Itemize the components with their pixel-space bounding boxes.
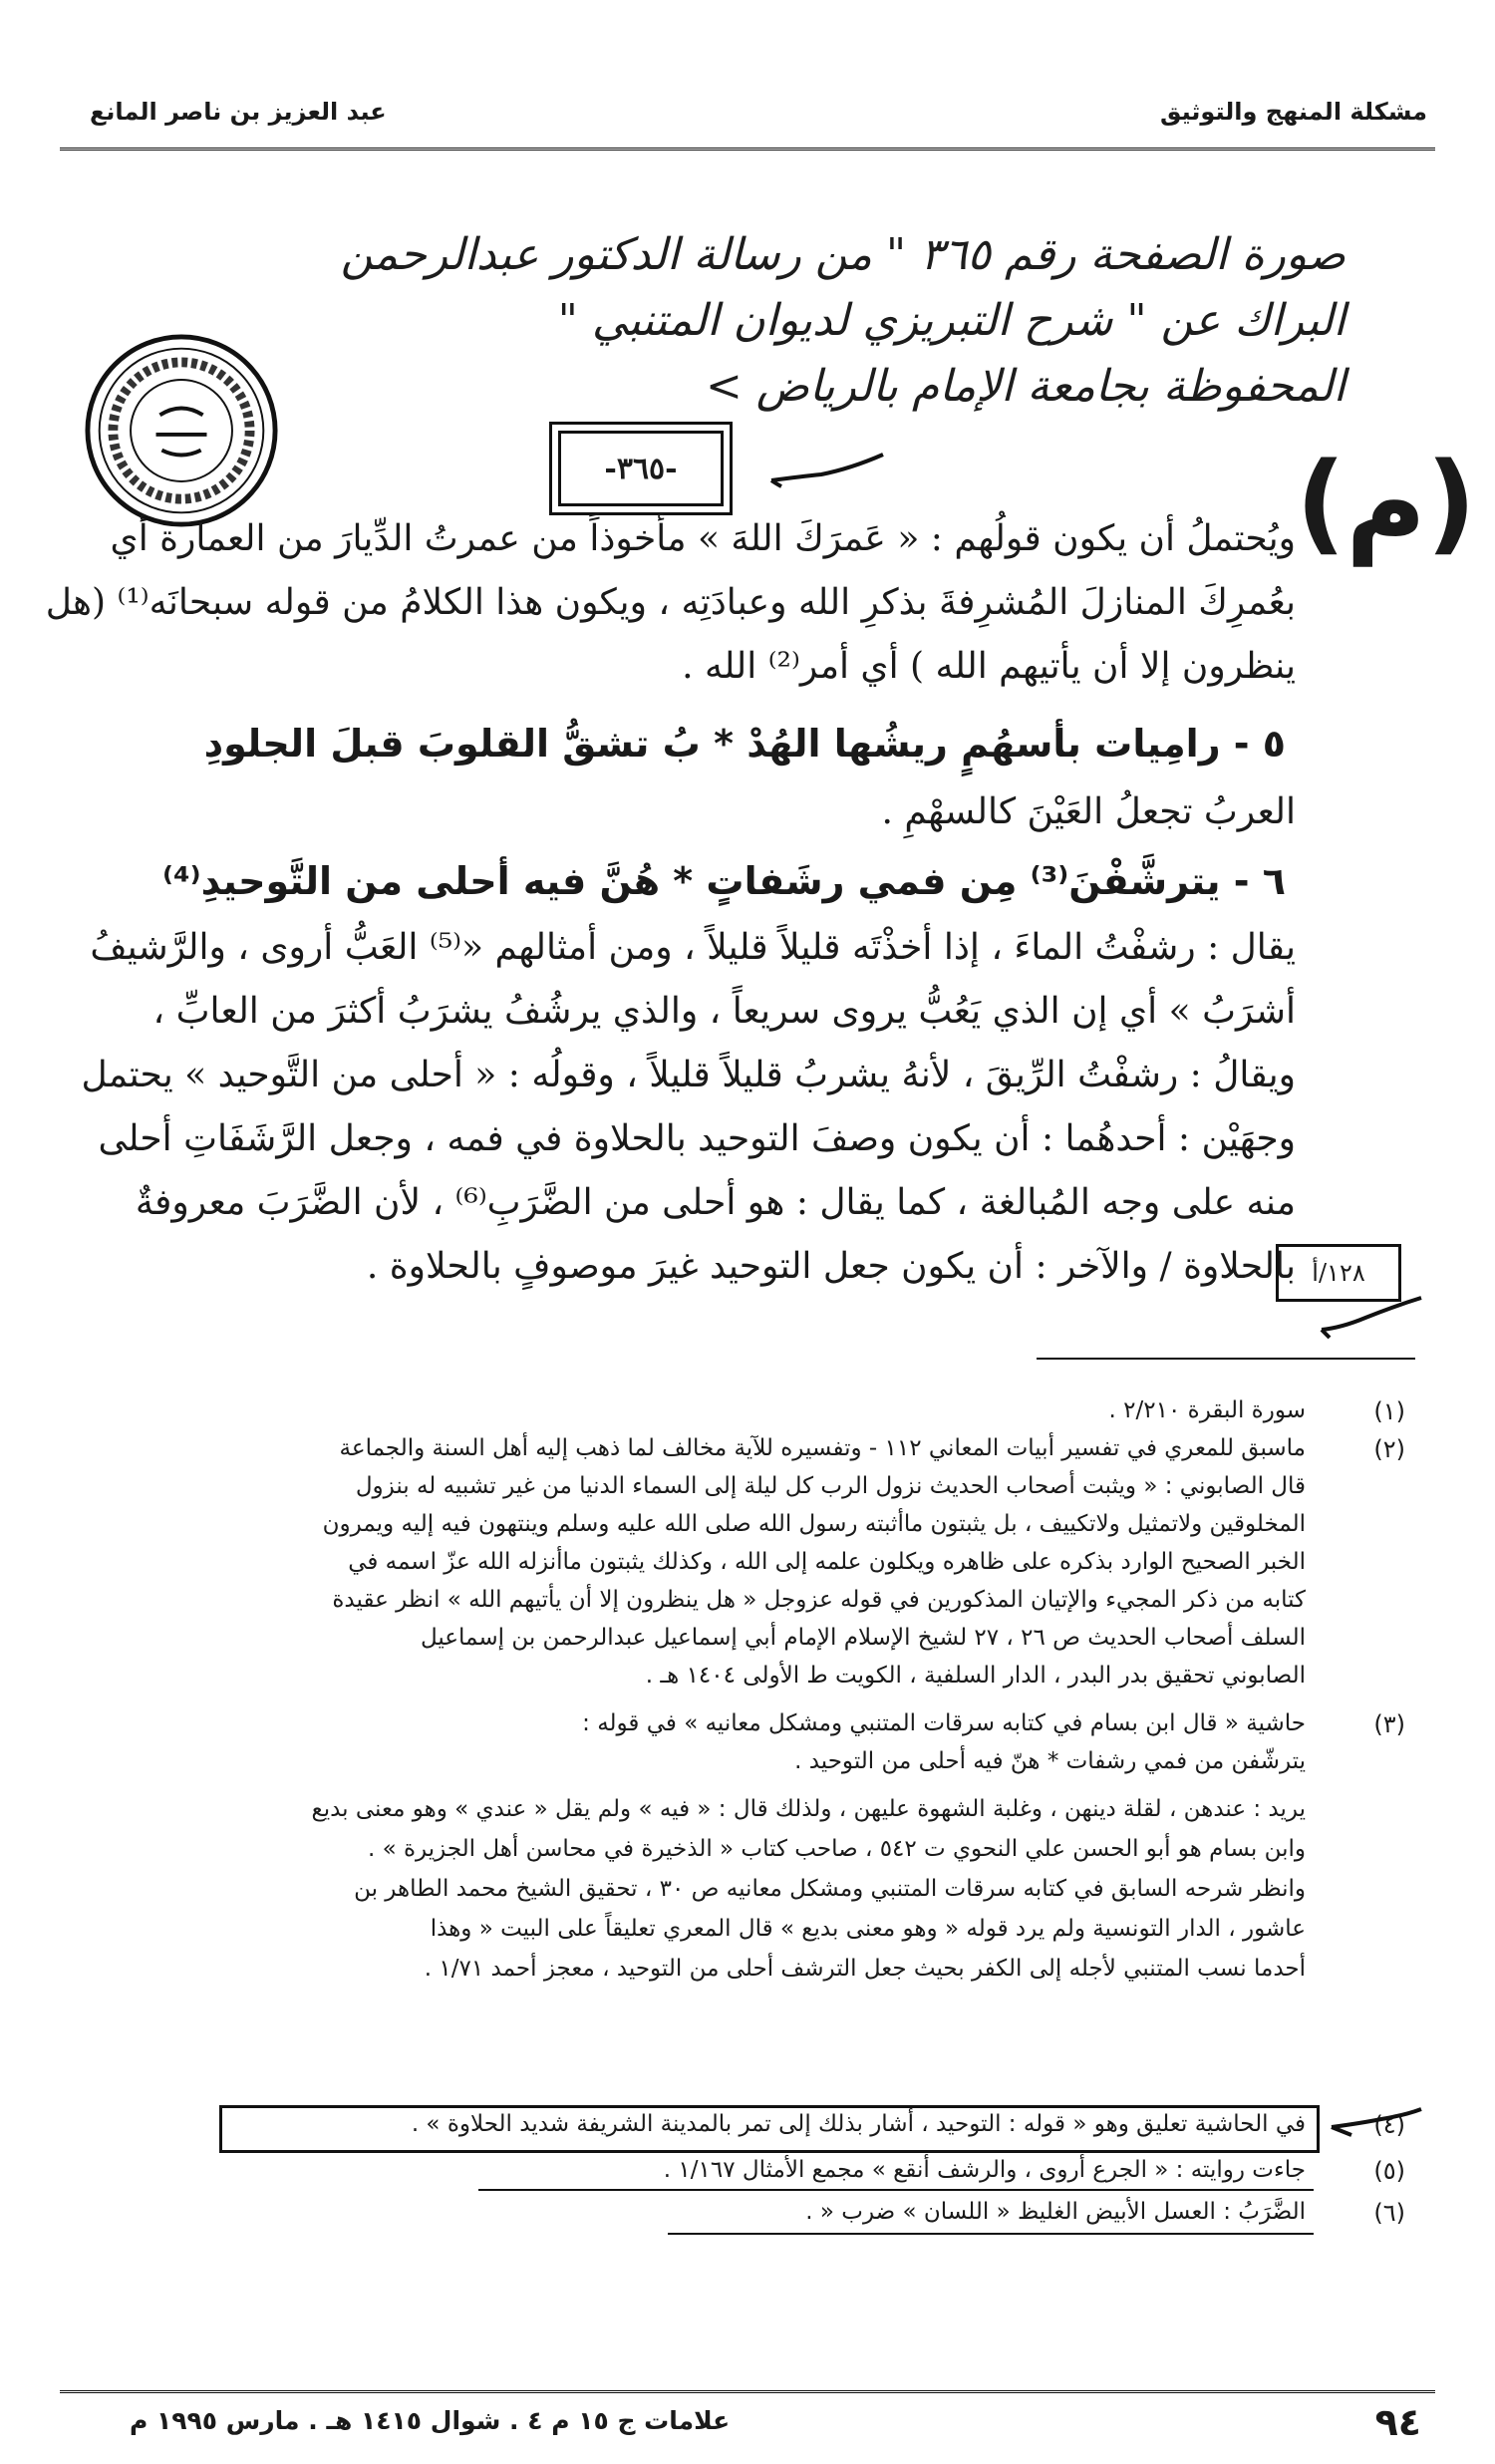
body-line: بعُمرِكَ المنازلَ المُشرِفةَ بذكرِ الله وعبادَتِه ، ويكون هذا الكلامُ من قوله سبحانَه⁽¹⁾ (هل xyxy=(45,582,1296,623)
footnote-line: الخبر الصحيح الوارد بذكره على ظاهره ويكلون علمه إلى الله ، وكذلك يثبتون ماأنزله الله عزّ اسمه في xyxy=(348,1549,1306,1575)
handwritten-letter: (م) xyxy=(1296,439,1477,566)
body-line: العربُ تجعلُ العَيْنَ كالسهْمِ . xyxy=(881,791,1296,832)
body-line: أشرَبُ » أي إن الذي يَعُبُّ يروى سريعاً ، والذي يرشُفُ يشرَبُ أكثرَ من العابِّ ، xyxy=(152,991,1296,1032)
footnote-line: كتابه من ذكر المجيء والإتيان المذكورين في قوله عزوجل « هل ينظرون إلا أن يأتيهم الله » انظر عقيدة xyxy=(332,1587,1306,1613)
header-author: عبد العزيز بن ناصر المانع xyxy=(90,98,387,126)
footnote-line: الضَّرَبُ : العسل الأبيض الغليظ « اللسان » ضرب « . xyxy=(805,2199,1306,2225)
body-line: يقال : رشفْتُ الماءَ ، إذا أخذْتَه قليلاً قليلاً ، ومن أمثالهم «⁽⁵⁾ العَبُّ أروى ، والرَّشيفُ xyxy=(90,927,1296,968)
body-line: ويقالُ : رشفْتُ الرِّيقَ ، لأنهُ يشربُ قليلاً قليلاً ، وقولُه : « أحلى من التَّوحيد » يحتمل xyxy=(81,1055,1296,1095)
footnote-number: (٤) xyxy=(1373,2111,1405,2139)
footnote-number: (٢) xyxy=(1373,1435,1405,1463)
library-seal-stamp xyxy=(84,333,279,528)
footnote-number: (١) xyxy=(1373,1397,1405,1425)
footnote-line: سورة البقرة ٢/٢١٠ . xyxy=(1108,1397,1306,1423)
footnote-line: في الحاشية تعليق وهو « قوله : التوحيد ، أشار بذلك إلى تمر بالمدينة الشريفة شديد الحلاوة » . xyxy=(411,2111,1306,2137)
footnote-number: (٥) xyxy=(1373,2157,1405,2185)
header-rule xyxy=(60,148,1435,151)
footnote-line: ماسبق للمعري في تفسير أبيات المعاني ١١٢ - وتفسيره للآية مخالف لما ذهب إليه أهل السنة والجماعة xyxy=(339,1435,1306,1461)
handwritten-note-line-2: البراك عن " شرح التبريزي لديوان المتنبي " xyxy=(557,295,1346,346)
underline xyxy=(478,2189,1314,2191)
footnote-line: المخلوقين ولاتمثيل ولاتكييف ، بل يثبتون ماأثبته رسول الله صلى الله عليه وسلم وينتهون فيه إليه ويمرون xyxy=(322,1511,1306,1537)
page-number: ٩٤ xyxy=(1374,2400,1421,2444)
body-line: منه على وجه المُبالغة ، كما يقال : هو أحلى من الضَّرَبِ⁽⁶⁾ ، لأن الضَّرَبَ معروفةٌ xyxy=(135,1182,1296,1223)
footnote-line: يترشّفن من فمي رشفات * هنّ فيه أحلى من التوحيد . xyxy=(794,1748,1306,1774)
footnote-line: السلف أصحاب الحديث ص ٢٦ ، ٢٧ لشيخ الإسلام الإمام أبي إسماعيل عبدالرحمن بن إسماعيل xyxy=(420,1625,1306,1651)
footnote-line: الصابوني تحقيق بدر البدر ، الدار السلفية ، الكويت ط الأولى ١٤٠٤ هـ . xyxy=(645,1663,1306,1689)
footnote-line: جاءت روايته : « الجرع أروى ، والرشف أنقع » مجمع الأمثال ١/١٦٧ . xyxy=(663,2157,1306,2183)
footnote-line: قال الصابوني : « ويثبت أصحاب الحديث نزول الرب كل ليلة إلى السماء الدنيا من غير تشبيه له بنزول xyxy=(355,1473,1306,1499)
underline xyxy=(668,2233,1314,2235)
footnote-number: (٦) xyxy=(1373,2199,1405,2227)
footnote-line: وابن بسام هو أبو الحسن علي النحوي ت ٥٤٢ ، صاحب كتاب « الذخيرة في محاسن أهل الجزيرة » . xyxy=(367,1836,1306,1862)
header-title: مشكلة المنهج والتوثيق xyxy=(1159,98,1427,126)
body-line: ينظرون إلا أن يأتيهم الله ) أي أمر⁽²⁾ الله . xyxy=(682,646,1296,687)
body-line: بالحلاوة / والآخر : أن يكون جعل التوحيد غيرَ موصوفٍ بالحلاوة . xyxy=(366,1246,1296,1287)
footnote-number: (٣) xyxy=(1373,1710,1405,1738)
check-mark-icon xyxy=(1316,1294,1425,1344)
body-line: وجهَيْن : أحدهُما : أن يكون وصفَ التوحيد بالحلاوة في فمه ، وجعل الرَّشَفَاتِ أحلى xyxy=(98,1118,1296,1159)
body-line: ويُحتملُ أن يكون قولُهم : « عَمرَكَ اللهَ » مأخوذاً من عمرتُ الدِّيارَ من العمارة أي xyxy=(110,518,1296,559)
handwritten-note-line-3: المحفوظة بجامعة الإمام بالرياض > xyxy=(705,361,1346,412)
footnote-line: يريد : عندهن ، لقلة دينهن ، وغلبة الشهوة عليهن ، ولذلك قال : « فيه » ولم يقل « عندي » وهو معنى بديع xyxy=(311,1796,1306,1822)
manuscript-page-label: -٣٦٥- xyxy=(558,431,724,506)
verse-6: ٦ - يترشَّفْنَ⁽³⁾ مِن فمي رشَفاتٍ * هُنَّ فيه أحلى من التَّوحيدِ⁽⁴⁾ xyxy=(162,859,1286,903)
handwritten-note-line-1: صورة الصفحة رقم ٣٦٥ " من رسالة الدكتور عبدالرحمن xyxy=(340,229,1346,280)
footnote-line: عاشور ، الدار التونسية ولم يرد قوله « وهو معنى بديع » قال المعري تعليقاً على البيت « وهذا xyxy=(430,1916,1306,1942)
footnote-line: حاشية « قال ابن بسام في كتابه سرقات المتنبي ومشكل معانيه » في قوله : xyxy=(582,1710,1306,1736)
footer-journal: علامات ج ١٥ م ٤ . شوال ١٤١٥ هـ . مارس ١٩٩٥ م xyxy=(130,2406,731,2435)
footnote-line: أحدما نسب المتنبي لأجله إلى الكفر بحيث جعل الترشف أحلى من التوحيد ، معجز أحمد ١/٧١ . xyxy=(424,1956,1306,1982)
check-mark-icon xyxy=(1326,2105,1425,2141)
footer-rule xyxy=(60,2390,1435,2393)
check-mark-icon xyxy=(767,451,887,490)
verse-5: ٥ - رامِيات بأسهُمٍ ريشُها الهُدْ * بُ تشقُّ القلوبَ قبلَ الجلودِ xyxy=(203,722,1286,766)
footnote-line: وانظر شرحه السابق في كتابه سرقات المتنبي ومشكل معانيه ص ٣٠ ، تحقيق الشيخ محمد الطاهر بن xyxy=(354,1876,1306,1902)
margin-reference: ١٢٨/أ xyxy=(1276,1244,1401,1302)
footnote-separator xyxy=(1037,1358,1415,1360)
